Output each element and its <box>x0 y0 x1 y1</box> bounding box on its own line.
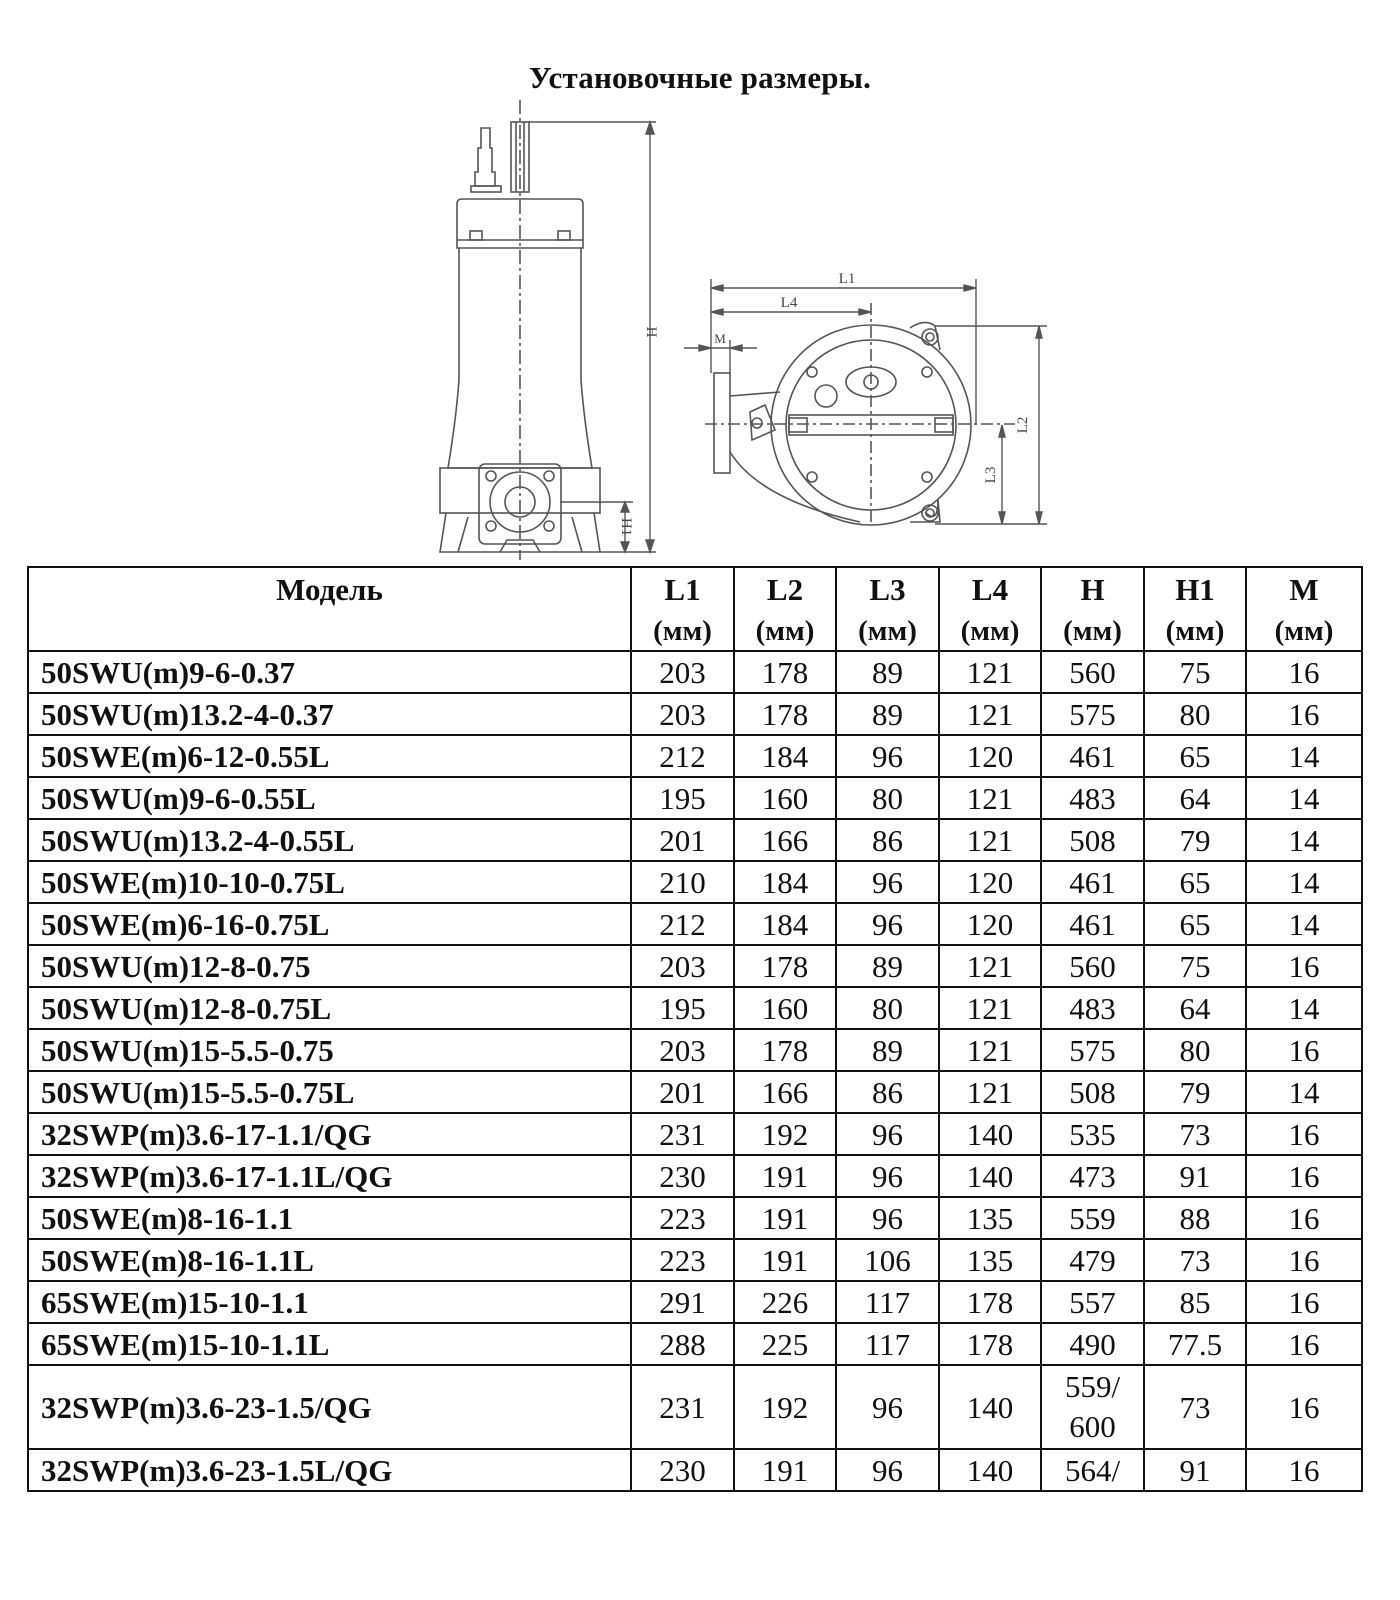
cell-l2: 226 <box>734 1281 836 1323</box>
cell-l4: 140 <box>939 1365 1041 1449</box>
cell-l1: 291 <box>631 1281 734 1323</box>
cell-h: 461 <box>1041 903 1144 945</box>
cell-l4: 120 <box>939 861 1041 903</box>
cell-h1: 65 <box>1144 903 1246 945</box>
cell-l4: 121 <box>939 987 1041 1029</box>
cell-l2: 192 <box>734 1113 836 1155</box>
table-row <box>28 735 1362 777</box>
cell-l2: 178 <box>734 945 836 987</box>
cell-m: 16 <box>1246 945 1362 987</box>
cell-l2: 191 <box>734 1197 836 1239</box>
cell-h-line: 559/ <box>1064 1369 1121 1404</box>
header-unit: (мм) <box>653 615 712 647</box>
cell-l4: 121 <box>939 693 1041 735</box>
header-model <box>28 567 631 651</box>
cell-l2: 178 <box>734 1029 836 1071</box>
cell-h-line: 600 <box>1069 1409 1116 1444</box>
cell-l4: 121 <box>939 945 1041 987</box>
cell-m: 16 <box>1246 693 1362 735</box>
cell-m: 16 <box>1246 1113 1362 1155</box>
dim-label-l1: L1 <box>838 271 856 287</box>
table-row <box>28 819 1362 861</box>
cell-l2: 191 <box>734 1449 836 1491</box>
cell-m: 16 <box>1246 1449 1362 1491</box>
cell-l1: 223 <box>631 1197 734 1239</box>
cell-h1: 75 <box>1144 945 1246 987</box>
cell-l3: 86 <box>836 819 939 861</box>
cell-l3: 96 <box>836 861 939 903</box>
table-row <box>28 903 1362 945</box>
cell-model: 50SWU(m)12-8-0.75 <box>28 945 631 987</box>
cell-h1: 91 <box>1144 1449 1246 1491</box>
cell-m: 14 <box>1246 1071 1362 1113</box>
cell-h1: 73 <box>1144 1239 1246 1281</box>
cell-l1: 230 <box>631 1155 734 1197</box>
cell-l4: 140 <box>939 1155 1041 1197</box>
page-title: Установочные размеры. <box>528 60 872 95</box>
table-header-row <box>28 567 1362 651</box>
cell-model: 50SWU(m)13.2-4-0.37 <box>28 693 631 735</box>
cell-m: 14 <box>1246 735 1362 777</box>
cell-m: 14 <box>1246 819 1362 861</box>
cell-model: 32SWP(m)3.6-17-1.1/QG <box>28 1113 631 1155</box>
cell-l3: 89 <box>836 651 939 693</box>
cell-h <box>1041 1365 1144 1449</box>
cell-l4: 178 <box>939 1323 1041 1365</box>
cell-l3: 96 <box>836 1113 939 1155</box>
cell-l3: 96 <box>836 735 939 777</box>
cell-l1: 288 <box>631 1323 734 1365</box>
cell-l4: 140 <box>939 1113 1041 1155</box>
cell-h1: 79 <box>1144 1071 1246 1113</box>
cell-l1: 201 <box>631 1071 734 1113</box>
table-row <box>28 1323 1362 1365</box>
cell-l2: 191 <box>734 1155 836 1197</box>
cell-l2: 166 <box>734 819 836 861</box>
header-l4 <box>939 567 1041 651</box>
cell-l4: 178 <box>939 1281 1041 1323</box>
table-row <box>28 1281 1362 1323</box>
cell-l1: 203 <box>631 693 734 735</box>
table-row <box>28 945 1362 987</box>
cell-m: 14 <box>1246 777 1362 819</box>
header-unit: (мм) <box>1165 615 1225 647</box>
header-l3 <box>836 567 939 651</box>
cell-l4: 121 <box>939 651 1041 693</box>
cell-m: 14 <box>1246 987 1362 1029</box>
cell-h: 461 <box>1041 861 1144 903</box>
cell-h1: 73 <box>1144 1365 1246 1449</box>
pump-side-view <box>440 100 600 560</box>
table-row <box>28 1239 1362 1281</box>
cell-h: 575 <box>1041 693 1144 735</box>
cell-l2: 225 <box>734 1323 836 1365</box>
cell-h1: 80 <box>1144 693 1246 735</box>
table-row <box>28 861 1362 903</box>
cell-l3: 96 <box>836 1449 939 1491</box>
cell-m: 16 <box>1246 1029 1362 1071</box>
cell-h: 508 <box>1041 1071 1144 1113</box>
cell-l2: 184 <box>734 903 836 945</box>
cell-l3: 80 <box>836 777 939 819</box>
cell-l1: 201 <box>631 819 734 861</box>
cell-m: 16 <box>1246 1155 1362 1197</box>
cell-model: 50SWE(m)10-10-0.75L <box>28 861 631 903</box>
cell-l4: 121 <box>939 1071 1041 1113</box>
dim-label-l4: L4 <box>780 295 798 311</box>
cell-l3: 96 <box>836 903 939 945</box>
table-body <box>28 651 1362 1491</box>
cell-l3: 80 <box>836 987 939 1029</box>
table-row <box>28 651 1362 693</box>
cell-h1: 79 <box>1144 819 1246 861</box>
table-row <box>28 987 1362 1029</box>
header-unit: (мм) <box>858 615 917 647</box>
cell-l3: 96 <box>836 1155 939 1197</box>
dim-label-m: M <box>714 331 726 346</box>
cell-h: 461 <box>1041 735 1144 777</box>
cell-model: 50SWE(m)8-16-1.1L <box>28 1239 631 1281</box>
header-label: L3 <box>869 572 906 607</box>
dim-label-l2: L2 <box>1015 416 1031 434</box>
cell-l3: 96 <box>836 1365 939 1449</box>
cell-l2: 178 <box>734 693 836 735</box>
cell-l1: 212 <box>631 903 734 945</box>
cell-l1: 195 <box>631 987 734 1029</box>
table-row <box>28 1029 1362 1071</box>
cell-l4: 120 <box>939 735 1041 777</box>
table-row <box>28 693 1362 735</box>
cell-l4: 120 <box>939 903 1041 945</box>
cell-h: 473 <box>1041 1155 1144 1197</box>
cell-m: 16 <box>1246 1323 1362 1365</box>
pump-top-view <box>705 303 1015 525</box>
cell-l1: 203 <box>631 945 734 987</box>
cell-l2: 184 <box>734 735 836 777</box>
cell-l2: 160 <box>734 777 836 819</box>
cell-l1: 223 <box>631 1239 734 1281</box>
header-unit: (мм) <box>1274 615 1334 647</box>
header-label: L2 <box>766 572 804 607</box>
cell-l4: 135 <box>939 1239 1041 1281</box>
dim-label-h1: H1 <box>618 517 634 537</box>
cell-l4: 121 <box>939 819 1041 861</box>
cell-h1: 91 <box>1144 1155 1246 1197</box>
cell-l2: 166 <box>734 1071 836 1113</box>
cell-h1: 80 <box>1144 1029 1246 1071</box>
header-label: M <box>1289 572 1319 607</box>
cell-h1: 73 <box>1144 1113 1246 1155</box>
cell-h1: 64 <box>1144 987 1246 1029</box>
cell-h1: 65 <box>1144 735 1246 777</box>
cell-l2: 178 <box>734 651 836 693</box>
cell-h1: 77.5 <box>1144 1323 1246 1365</box>
cell-l2: 184 <box>734 861 836 903</box>
table-row <box>28 1197 1362 1239</box>
cell-m: 14 <box>1246 861 1362 903</box>
cell-model: 32SWP(m)3.6-23-1.5/QG <box>28 1365 631 1449</box>
header-label: H <box>1080 572 1105 607</box>
cell-m: 16 <box>1246 651 1362 693</box>
cell-model: 32SWP(m)3.6-23-1.5L/QG <box>28 1449 631 1491</box>
header-unit: (мм) <box>1063 615 1122 647</box>
header-unit: (мм) <box>960 615 1020 647</box>
table-row <box>28 1155 1362 1197</box>
header-m <box>1246 567 1362 651</box>
cell-l1: 203 <box>631 651 734 693</box>
cell-h: 508 <box>1041 819 1144 861</box>
cell-l4: 135 <box>939 1197 1041 1239</box>
cell-h: 560 <box>1041 945 1144 987</box>
header-label: L1 <box>664 572 701 607</box>
cell-h: 564/ <box>1041 1449 1144 1491</box>
cell-l3: 86 <box>836 1071 939 1113</box>
cell-m: 16 <box>1246 1281 1362 1323</box>
cell-model: 50SWU(m)9-6-0.37 <box>28 651 631 693</box>
cell-l3: 117 <box>836 1323 939 1365</box>
cell-l1: 231 <box>631 1365 734 1449</box>
cell-model: 50SWU(m)15-5.5-0.75 <box>28 1029 631 1071</box>
cell-m: 16 <box>1246 1197 1362 1239</box>
cell-model: 65SWE(m)15-10-1.1 <box>28 1281 631 1323</box>
table-row <box>28 1113 1362 1155</box>
cell-h: 490 <box>1041 1323 1144 1365</box>
cell-l1: 195 <box>631 777 734 819</box>
cell-m: 14 <box>1246 903 1362 945</box>
cell-l4: 121 <box>939 1029 1041 1071</box>
cell-l1: 203 <box>631 1029 734 1071</box>
cell-h: 575 <box>1041 1029 1144 1071</box>
cell-model: 50SWU(m)15-5.5-0.75L <box>28 1071 631 1113</box>
header-l2 <box>734 567 836 651</box>
dim-label-l3: L3 <box>983 466 999 484</box>
table-row <box>28 1449 1362 1491</box>
cell-h1: 88 <box>1144 1197 1246 1239</box>
cell-model: 50SWE(m)6-12-0.55L <box>28 735 631 777</box>
cell-l1: 231 <box>631 1113 734 1155</box>
cell-h: 557 <box>1041 1281 1144 1323</box>
cell-model: 50SWE(m)6-16-0.75L <box>28 903 631 945</box>
cell-h: 483 <box>1041 777 1144 819</box>
cell-model: 65SWE(m)15-10-1.1L <box>28 1323 631 1365</box>
cell-model: 50SWU(m)12-8-0.75L <box>28 987 631 1029</box>
header-l1 <box>631 567 734 651</box>
cell-h1: 65 <box>1144 861 1246 903</box>
cell-l2: 192 <box>734 1365 836 1449</box>
cell-l3: 117 <box>836 1281 939 1323</box>
cell-model: 50SWU(m)9-6-0.55L <box>28 777 631 819</box>
cell-h1: 64 <box>1144 777 1246 819</box>
header-label: L4 <box>971 572 1009 607</box>
cell-m: 16 <box>1246 1365 1362 1449</box>
pump-installation-drawing <box>0 0 1400 566</box>
dim-label-h: H <box>643 326 659 338</box>
cell-l2: 160 <box>734 987 836 1029</box>
cell-model: 50SWE(m)8-16-1.1 <box>28 1197 631 1239</box>
header-label: H1 <box>1175 572 1215 607</box>
cell-l3: 96 <box>836 1197 939 1239</box>
header-h <box>1041 567 1144 651</box>
cell-h1: 85 <box>1144 1281 1246 1323</box>
cell-l3: 89 <box>836 945 939 987</box>
top-view-dimensions <box>684 279 1047 524</box>
cell-h1: 75 <box>1144 651 1246 693</box>
cell-h: 479 <box>1041 1239 1144 1281</box>
table-row <box>28 777 1362 819</box>
header-label: Модель <box>276 572 383 607</box>
cell-h: 559 <box>1041 1197 1144 1239</box>
cell-h: 535 <box>1041 1113 1144 1155</box>
cell-model: 32SWP(m)3.6-17-1.1L/QG <box>28 1155 631 1197</box>
cell-m: 16 <box>1246 1239 1362 1281</box>
cell-l3: 89 <box>836 1029 939 1071</box>
header-h1 <box>1144 567 1246 651</box>
cell-h: 560 <box>1041 651 1144 693</box>
dimension-h <box>529 122 656 552</box>
dimensions-table <box>27 566 1363 1492</box>
cell-model: 50SWU(m)13.2-4-0.55L <box>28 819 631 861</box>
header-unit: (мм) <box>755 615 815 647</box>
cell-l4: 121 <box>939 777 1041 819</box>
cell-l1: 210 <box>631 861 734 903</box>
cell-l3: 89 <box>836 693 939 735</box>
table-row <box>28 1365 1362 1449</box>
cell-l2: 191 <box>734 1239 836 1281</box>
cell-h: 483 <box>1041 987 1144 1029</box>
table-row <box>28 1071 1362 1113</box>
cell-l4: 140 <box>939 1449 1041 1491</box>
cell-l1: 212 <box>631 735 734 777</box>
cell-l1: 230 <box>631 1449 734 1491</box>
cell-l3: 106 <box>836 1239 939 1281</box>
